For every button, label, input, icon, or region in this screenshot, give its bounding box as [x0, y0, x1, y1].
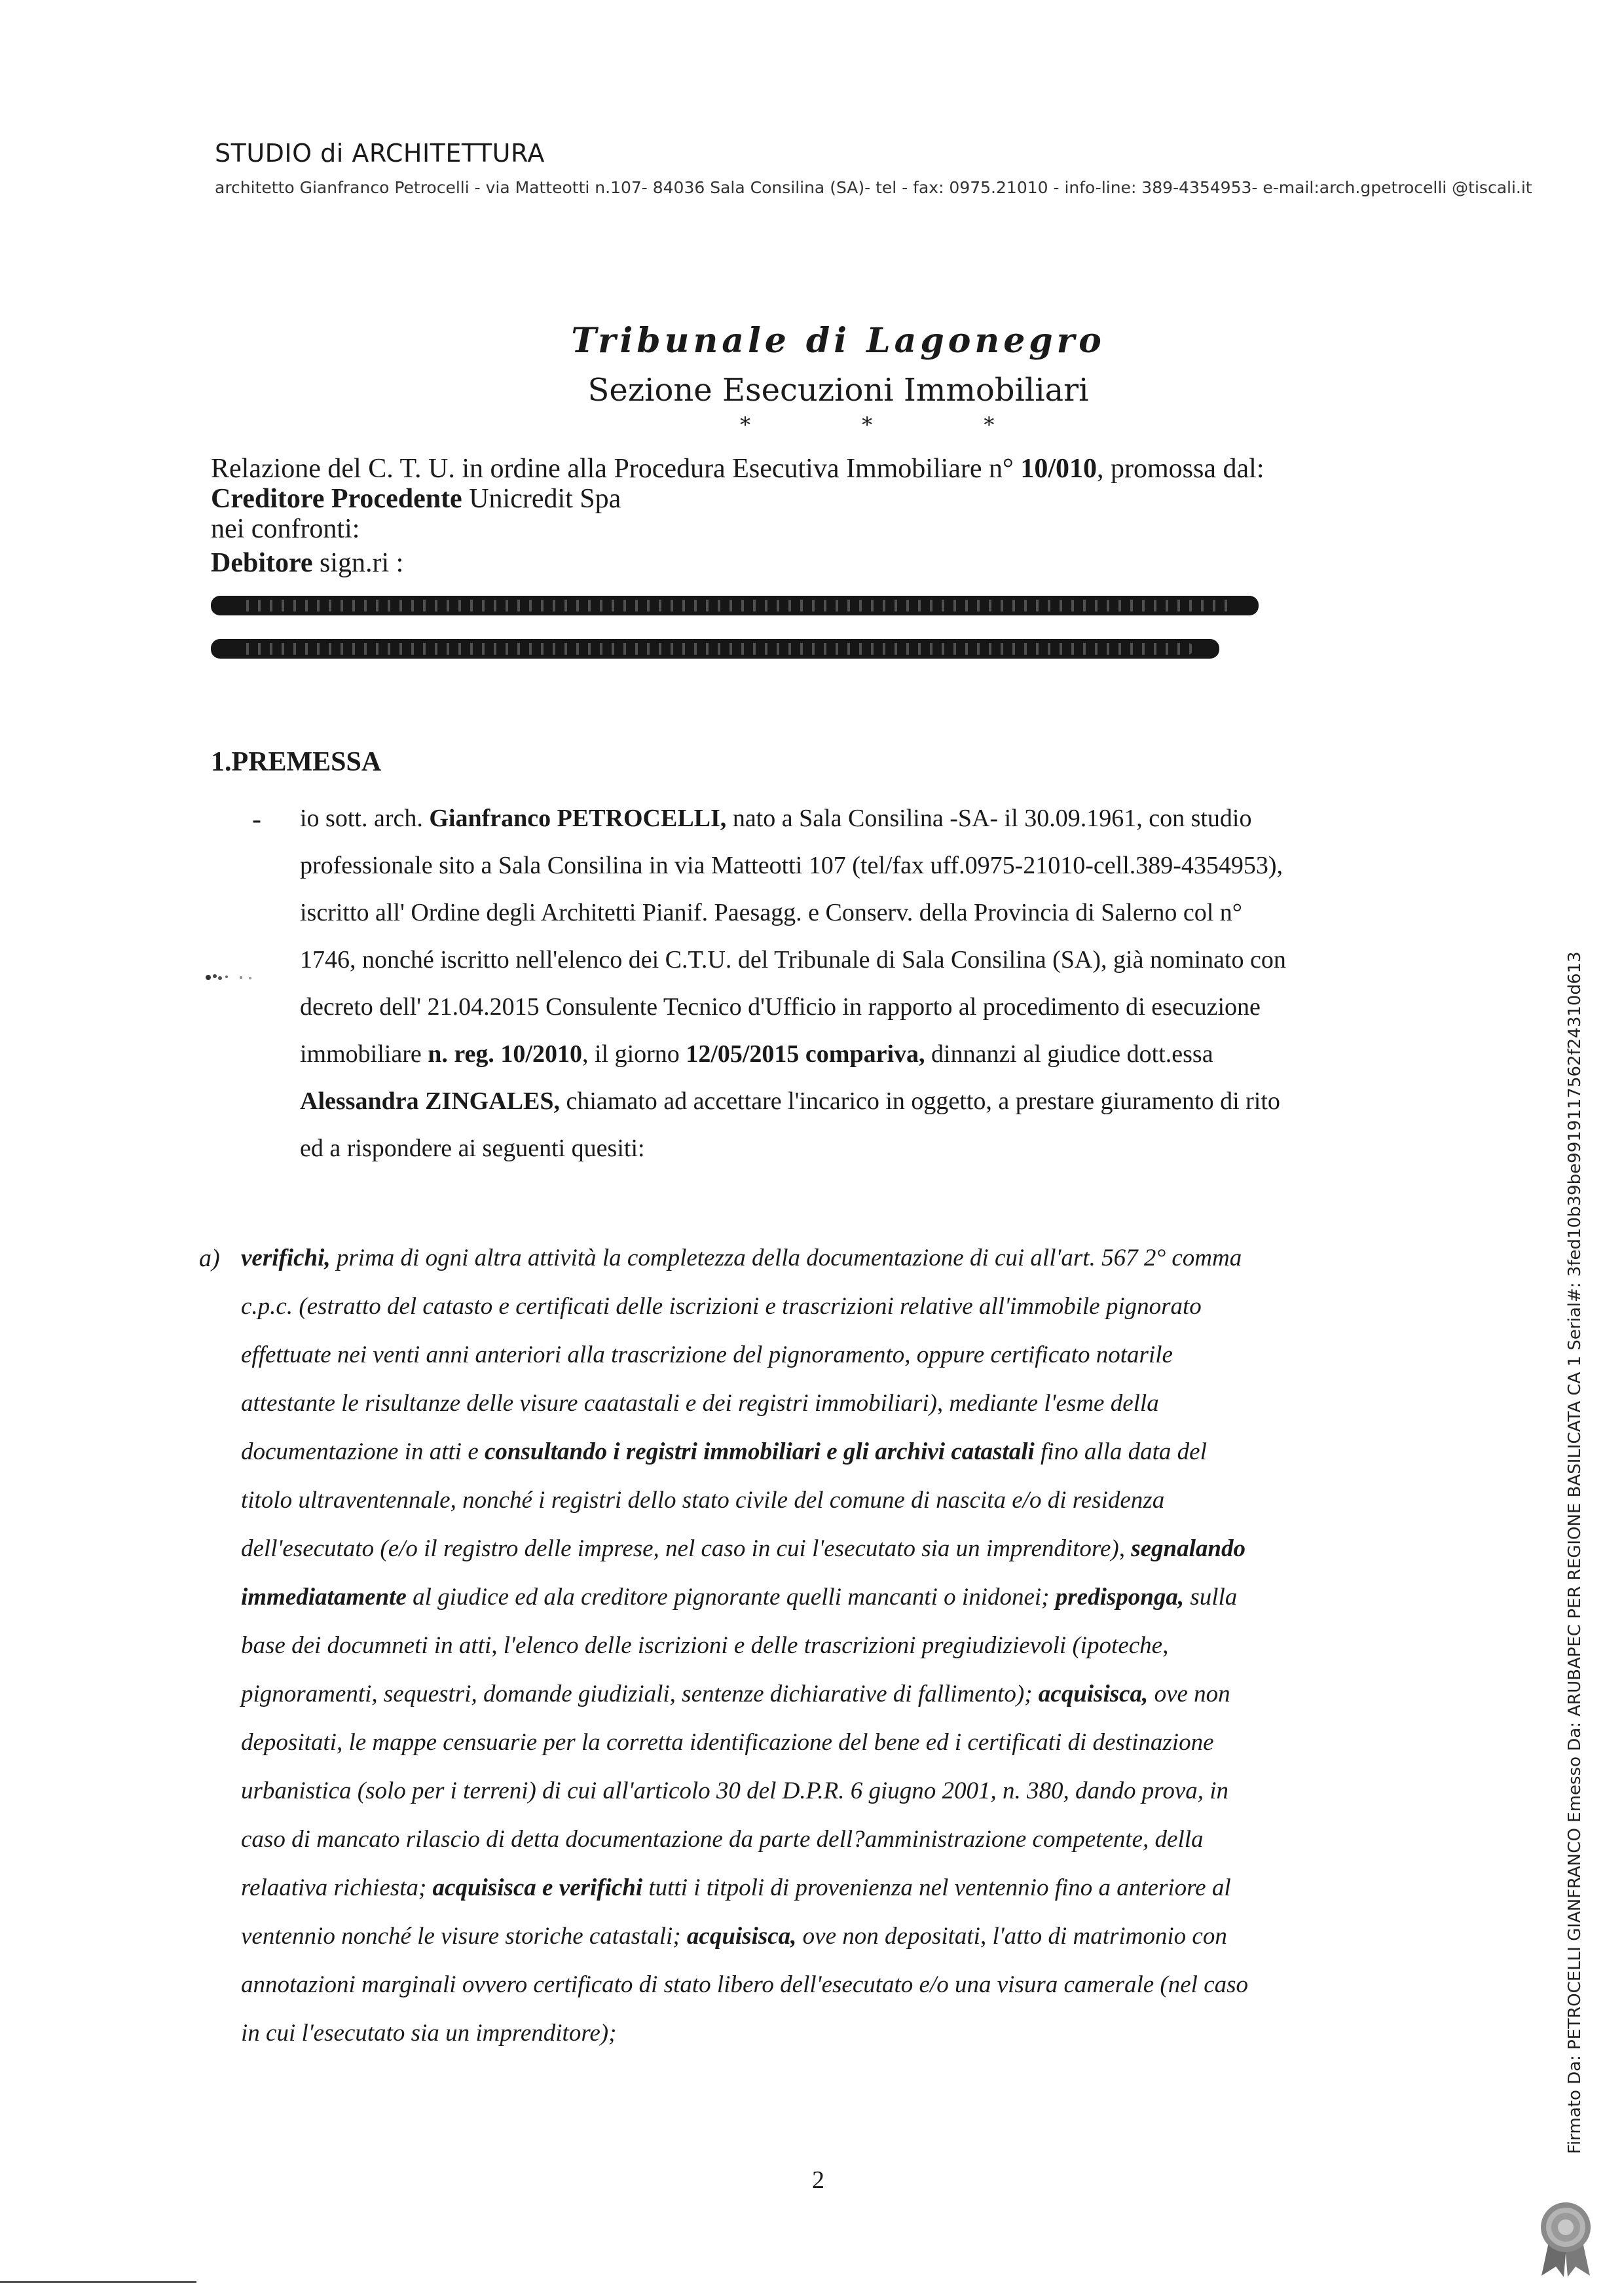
relazione-line: Relazione del C. T. U. in ordine alla Procedura Esecutiva Immobiliare n° 10/010, promossa dal:: [211, 454, 1264, 484]
premessa-line: immobiliare n. reg. 10/2010, il giorno 12/05/2015 compariva, dinnanzi al giudice dott.essa: [300, 1040, 1213, 1068]
premessa-line: professionale sito a Sala Consilina in via Matteotti 107 (tel/fax uff.0975-21010-cell.389-4354953),: [300, 852, 1283, 879]
quesito-line: titolo ultraventennale, nonché i registri dello stato civile del comune di nascita e/o di residenza: [241, 1487, 1165, 1514]
confronti-line: nei confronti:: [211, 514, 360, 544]
creditore-label: Creditore Procedente: [211, 484, 462, 514]
seal-ribbon-icon: [1530, 2200, 1602, 2277]
bottom-rule: [0, 2281, 196, 2283]
quesito-line: pignoramenti, sequestri, domande giudiziali, sentenze dichiarative di fallimento); acquisisca, ove non: [241, 1681, 1230, 1707]
quesito-line: depositati, le mappe censuarie per la corretta identificazione del bene ed i certificati di destinazione: [241, 1729, 1214, 1756]
digital-signature-text: Firmato Da: PETROCELLI GIANFRANCO Emesso Da: ARUBAPEC PER REGIONE BASILICATA CA 1 Serial#: 3fed10b39be9919117562f24310d613: [1565, 951, 1585, 2154]
separator-stars: * * *: [740, 412, 1047, 437]
quesito-line: in cui l'esecutato sia un imprenditore);: [241, 2020, 617, 2047]
redaction-bar: [211, 639, 1219, 659]
quesito-line: annotazioni marginali ovvero certificato di stato libero dell'esecutato e/o una visura camerale (nel caso: [241, 1971, 1249, 1998]
list-dash: -: [252, 805, 261, 835]
debitore-label: Debitore: [211, 548, 313, 578]
quesito-line: verifichi, prima di ogni altra attività la completezza della documentazione di cui all'art. 567 2° comma: [241, 1245, 1242, 1271]
premessa-line: iscritto all' Ordine degli Architetti Pianif. Paesagg. e Conserv. della Provincia di Salerno col n°: [300, 899, 1242, 926]
premessa-title: 1.PREMESSA: [211, 747, 382, 777]
studio-contact-info: architetto Gianfranco Petrocelli - via Matteotti n.107- 84036 Sala Consilina (SA)- tel - fax: 0975.21010 - info-line: 389-4354953- e-mail:arch.gpetrocelli @tiscali.it: [215, 178, 1532, 197]
quesito-line: base dei documneti in atti, l'elenco delle iscrizioni e delle trascrizioni pregiudizievoli (ipoteche,: [241, 1632, 1169, 1659]
quesito-line: immediatamente al giudice ed ala creditore pignorante quelli mancanti o inidonei; predisponga, sulla: [241, 1584, 1238, 1611]
quesito-line: urbanistica (solo per i terreni) di cui all'articolo 30 del D.P.R. 6 giugno 2001, n. 380, dando prova, in: [241, 1777, 1229, 1804]
quesito-line: relaativa richiesta; acquisisca e verifichi tutti i titpoli di provenienza nel ventennio fino a anteriore al: [241, 1874, 1231, 1901]
scan-artifact: [195, 972, 267, 983]
creditore-value: Unicredit Spa: [462, 484, 621, 514]
quesito-line: attestante le risultanze delle visure caatastali e dei registri immobiliari), mediante l'esme della: [241, 1390, 1159, 1417]
court-name: Tribunale di Lagonegro: [571, 321, 1105, 361]
list-marker-a: a): [199, 1245, 220, 1272]
quesito-line: c.p.c. (estratto del catasto e certificati delle iscrizioni e trascrizioni relative all'immobile pignorato: [241, 1293, 1202, 1320]
page-number: 2: [812, 2166, 824, 2194]
quesito-line: ventennio nonché le visure storiche catastali; acquisisca, ove non depositati, l'atto di matrimonio con: [241, 1923, 1227, 1950]
debitore-line: [211, 547, 403, 579]
debitore-value: sign.ri :: [312, 548, 404, 578]
studio-title: STUDIO di ARCHITETTURA: [215, 139, 545, 168]
premessa-line: ed a rispondere ai seguenti quesiti:: [300, 1135, 645, 1162]
quesito-line: documentazione in atti e consultando i registri immobiliari e gli archivi catastali fino alla data del: [241, 1438, 1207, 1465]
quesito-line: effettuate nei venti anni anteriori alla trascrizione del pignoramento, oppure certificato notarile: [241, 1341, 1173, 1368]
premessa-line: Alessandra ZINGALES, chiamato ad accettare l'incarico in oggetto, a prestare giuramento di rito: [300, 1087, 1280, 1115]
premessa-line: 1746, nonché iscritto nell'elenco dei C.T.U. del Tribunale di Sala Consilina (SA), già nominato con: [300, 946, 1286, 974]
premessa-line: io sott. arch. Gianfranco PETROCELLI, nato a Sala Consilina -SA- il 30.09.1961, con studio: [300, 805, 1252, 832]
premessa-line: decreto dell' 21.04.2015 Consulente Tecnico d'Ufficio in rapporto al procedimento di esecuzione: [300, 993, 1261, 1021]
redaction-bar: [211, 596, 1259, 615]
creditore-line: [211, 483, 621, 515]
court-section: Sezione Esecuzioni Immobiliari: [587, 372, 1089, 409]
quesito-line: dell'esecutato (e/o il registro delle imprese, nel caso in cui l'esecutato sia un imprenditore), segnalando: [241, 1535, 1246, 1562]
quesito-line: caso di mancato rilascio di detta documentazione da parte dell?amministrazione competente, della: [241, 1826, 1204, 1853]
